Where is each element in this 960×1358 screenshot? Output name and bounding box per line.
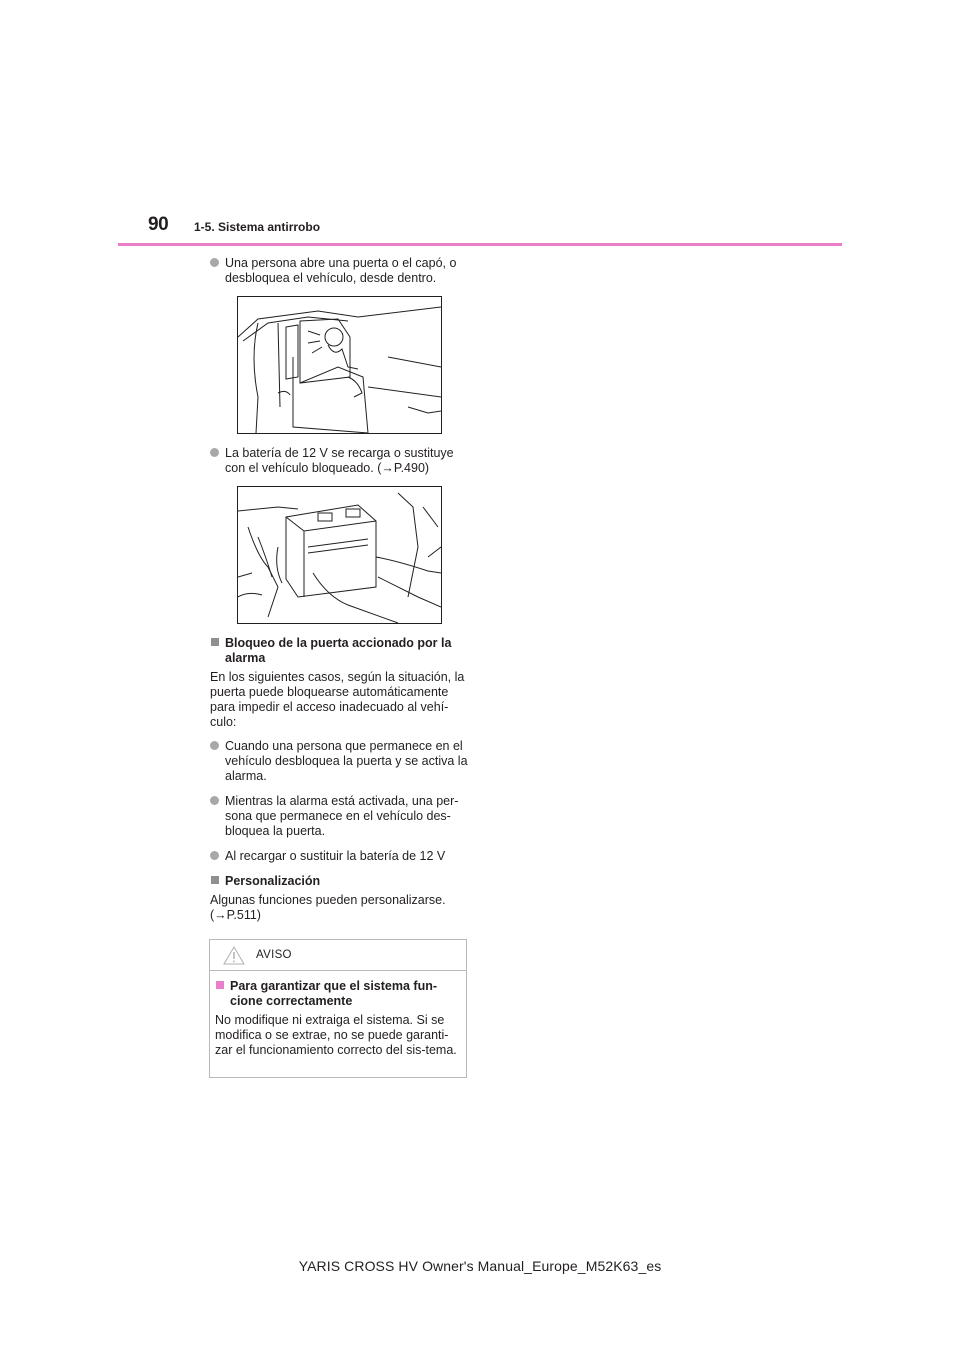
battery-illustration (237, 486, 442, 624)
paragraph: En los siguientes casos, según la situación, la puerta puede bloquearse automáticamente para impedir el acceso inadecuado al vehí-culo: (210, 670, 465, 729)
heading-text: Bloqueo de la puerta accionado por la alarma (225, 636, 452, 665)
bullet-text: Cuando una persona que permanece en el vehículo desbloquea la puerta y se activa la alarma. (225, 739, 468, 783)
section-heading (210, 874, 472, 889)
bullet-icon (210, 741, 219, 750)
bullet-icon (210, 448, 219, 457)
bullet-text: Una persona abre una puerta o el capó, o desbloquea el vehículo, desde dentro. (225, 256, 457, 285)
warning-heading (215, 979, 460, 1009)
warning-triangle-icon (223, 946, 245, 970)
car-door-illustration (237, 296, 442, 434)
warning-header (210, 940, 466, 971)
header-rule (118, 243, 842, 246)
warning-heading-text: Para garantizar que el sistema fun-cione correctamente (230, 979, 438, 1008)
list-item (210, 739, 472, 784)
list-item (210, 446, 472, 476)
square-marker-icon (216, 981, 224, 989)
bullet-text: Al recargar o sustituir la batería de 12 V (225, 849, 446, 863)
main-column (210, 256, 472, 932)
page-number: 90 (148, 214, 169, 235)
footer-text: YARIS CROSS HV Owner's Manual_Europe_M52K63_es (298, 1258, 662, 1274)
section-title: 1-5. Sistema antirrobo (194, 220, 321, 234)
bullet-icon (210, 851, 219, 860)
list-item (210, 794, 472, 839)
bullet-icon (210, 796, 219, 805)
list-item (210, 849, 472, 864)
bullet-text: Mientras la alarma está activada, una per-sona que permanece en el vehículo des-bloquea la puerta. (225, 794, 459, 838)
paragraph: Algunas funciones pueden personalizarse. (→P.511) (210, 893, 446, 922)
bullet-text: La batería de 12 V se recarga o sustituye con el vehículo bloqueado. (→P.490) (225, 446, 454, 475)
heading-text: Personalización (225, 874, 321, 888)
square-marker-icon (211, 876, 219, 884)
square-marker-icon (211, 638, 219, 646)
warning-box (209, 939, 467, 1078)
section-heading (210, 636, 472, 666)
warning-text: No modifique ni extraiga el sistema. Si se modifica o se extrae, no se puede garanti-zar el funcionamiento correcto del sis-tema. (215, 1013, 457, 1057)
bullet-icon (210, 258, 219, 267)
list-item (210, 256, 472, 286)
warning-label: AVISO (256, 949, 292, 961)
